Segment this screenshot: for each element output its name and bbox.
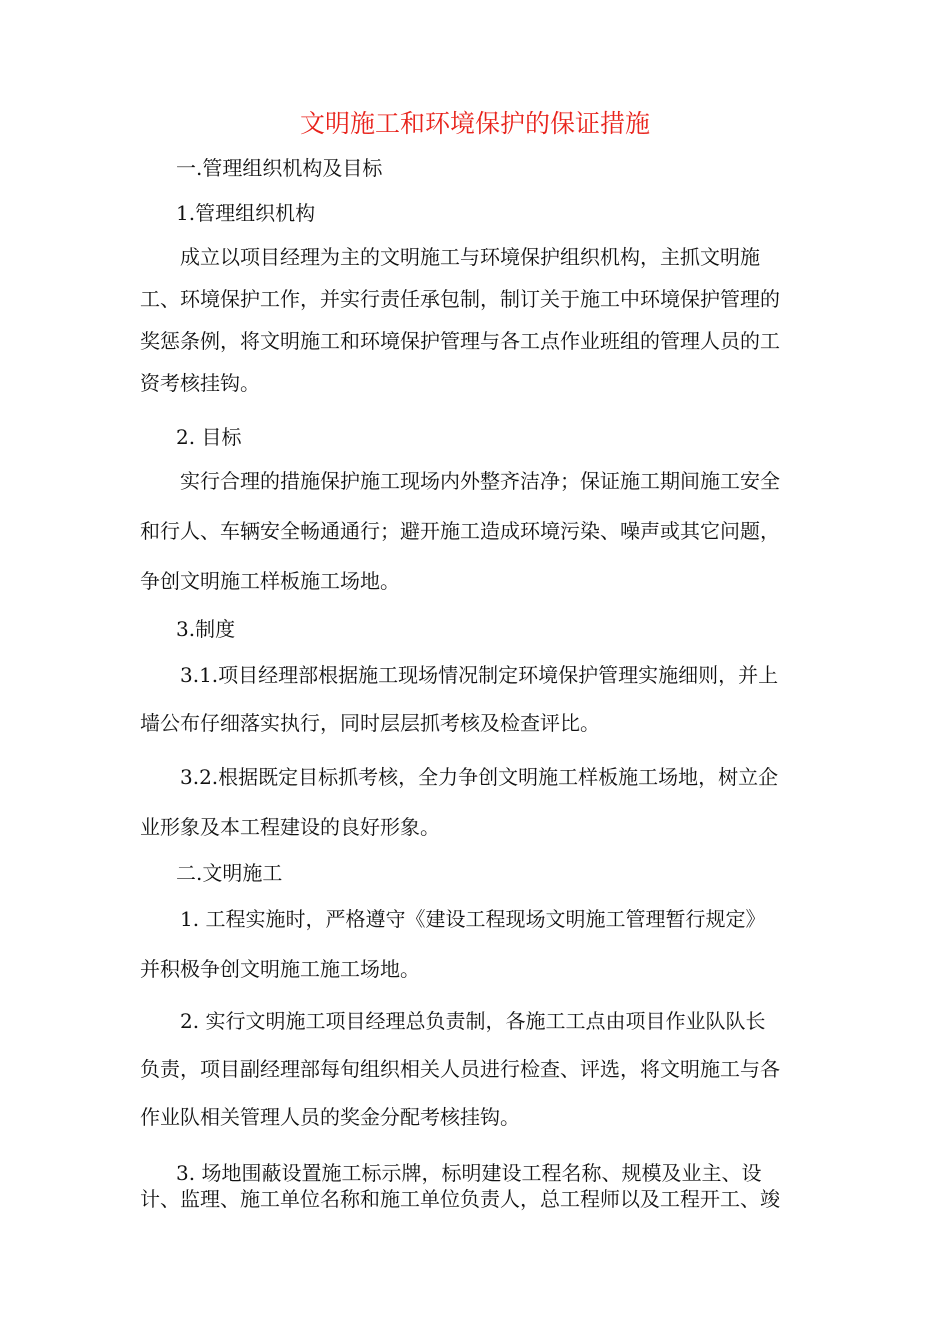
paragraph-line: 争创文明施工样板施工场地。 [140, 569, 400, 593]
paragraph-line: 负责，项目副经理部每旬组织相关人员进行检查、评选，将文明施工与各 [140, 1057, 780, 1081]
document-title: 文明施工和环境保护的保证措施 [299, 109, 650, 138]
paragraph-line: 3. 场地围蔽设置施工标示牌，标明建设工程名称、规模及业主、设 [176, 1161, 762, 1185]
paragraph-line: 资考核挂钩。 [140, 371, 260, 395]
paragraph-line: 1. 工程实施时，严格遵守《建设工程现场文明施工管理暂行规定》 [180, 907, 766, 931]
heading-1-3: 3.制度 [176, 617, 236, 641]
paragraph-line: 和行人、车辆安全畅通通行；避开施工造成环境污染、噪声或其它问题， [140, 519, 780, 543]
heading-1-2: 2. 目标 [176, 425, 242, 449]
paragraph-line: 奖惩条例，将文明施工和环境保护管理与各工点作业班组的管理人员的工 [140, 329, 780, 353]
paragraph-line: 作业队相关管理人员的奖金分配考核挂钩。 [140, 1105, 520, 1129]
paragraph-line: 2. 实行文明施工项目经理总负责制，各施工工点由项目作业队队长 [180, 1009, 766, 1033]
paragraph-line: 并积极争创文明施工施工场地。 [140, 957, 420, 981]
paragraph-line: 墙公布仔细落实执行，同时层层抓考核及检查评比。 [140, 711, 600, 735]
paragraph-line: 工、环境保护工作，并实行责任承包制，制订关于施工中环境保护管理的 [140, 287, 780, 311]
paragraph-line: 成立以项目经理为主的文明施工与环境保护组织机构，主抓文明施 [180, 245, 760, 269]
paragraph-line: 实行合理的措施保护施工现场内外整齐洁净；保证施工期间施工安全 [180, 469, 780, 493]
paragraph-line: 业形象及本工程建设的良好形象。 [140, 815, 440, 839]
heading-1-1: 1.管理组织机构 [176, 201, 316, 225]
paragraph-line: 3.2.根据既定目标抓考核，全力争创文明施工样板施工场地，树立企 [180, 765, 779, 789]
heading-section-1: 一.管理组织机构及目标 [176, 156, 383, 180]
paragraph-line: 3.1.项目经理部根据施工现场情况制定环境保护管理实施细则，并上 [180, 663, 779, 687]
paragraph-line: 计、监理、施工单位名称和施工单位负责人，总工程师以及工程开工、竣 [140, 1187, 780, 1211]
heading-section-2: 二.文明施工 [176, 861, 283, 885]
